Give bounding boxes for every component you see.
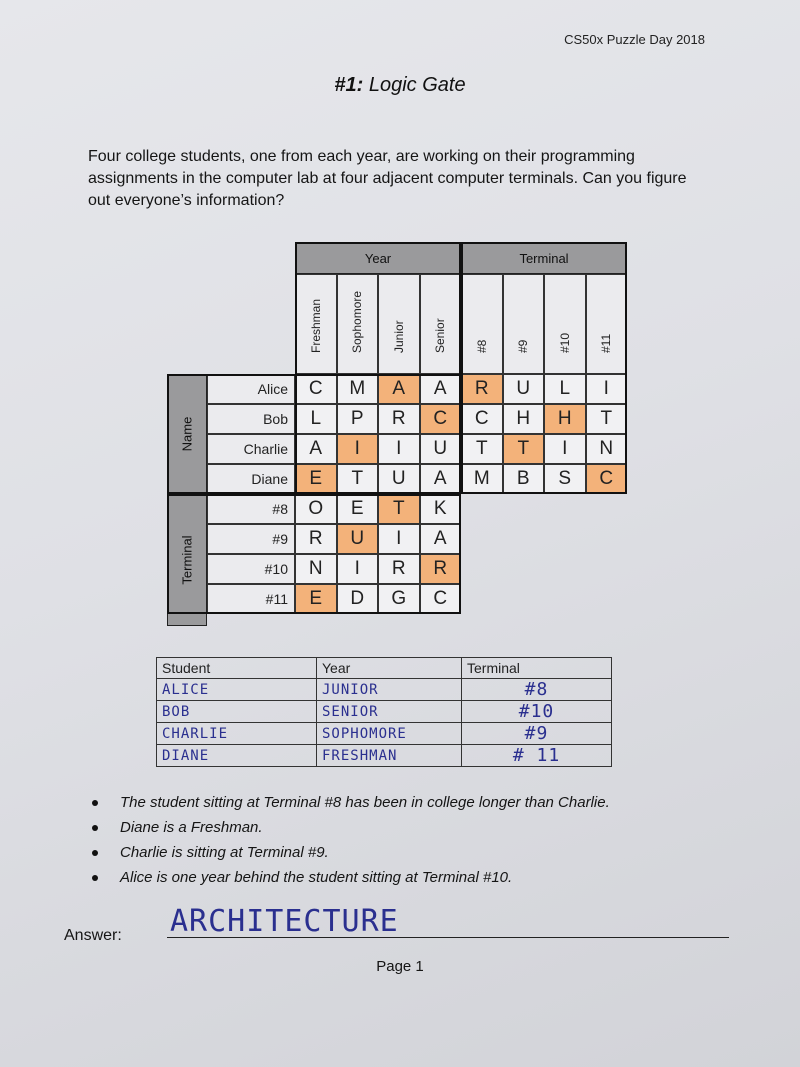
clue-item [92, 867, 610, 892]
clue-text: Charlie is sitting at Terminal #9. [120, 844, 329, 861]
grid-cell[interactable]: I [337, 434, 379, 464]
bullet-icon [92, 850, 98, 856]
grid-cell[interactable]: A [295, 434, 337, 464]
grid-cell[interactable]: U [503, 374, 545, 404]
grid-column-label: Senior [433, 318, 448, 353]
grid-row-label: #11 [207, 584, 295, 614]
year-column-header: Year [317, 658, 462, 679]
year-group-header: Year [295, 242, 461, 274]
grid-cell[interactable]: I [586, 374, 628, 404]
clue-list [92, 792, 610, 892]
grid-cell[interactable]: N [295, 554, 337, 584]
terminal-cell: #8 [462, 679, 612, 701]
grid-column-label: #8 [474, 339, 489, 353]
grid-cell[interactable]: T [503, 434, 545, 464]
student-cell: CHARLIE [157, 723, 317, 745]
year-cell: JUNIOR [317, 679, 462, 701]
grid-cell[interactable]: T [586, 404, 628, 434]
grid-cell[interactable]: R [295, 524, 337, 554]
grid-cell[interactable]: A [420, 524, 462, 554]
grid-row-label: Alice [207, 374, 295, 404]
table-row [157, 679, 612, 701]
grid-cell[interactable]: R [378, 554, 420, 584]
grid-cell[interactable]: T [378, 494, 420, 524]
grid-cell[interactable]: D [337, 584, 379, 614]
grid-cell[interactable]: A [378, 374, 420, 404]
grid-column-header [420, 274, 462, 374]
grid-cell[interactable]: B [503, 464, 545, 494]
answer-table [156, 657, 612, 767]
grid-row-label: #8 [207, 494, 295, 524]
clue-item [92, 817, 610, 842]
grid-row-label: Charlie [207, 434, 295, 464]
answer-label: Answer: [64, 927, 122, 944]
bullet-icon [92, 825, 98, 831]
page-title [0, 74, 800, 97]
student-cell: DIANE [157, 745, 317, 767]
grid-cell[interactable]: E [295, 584, 337, 614]
grid-cell[interactable]: U [420, 434, 462, 464]
grid-cell[interactable]: G [378, 584, 420, 614]
grid-cell[interactable]: S [544, 464, 586, 494]
grid-cell[interactable]: P [337, 404, 379, 434]
grid-column-label: #10 [557, 332, 572, 353]
grid-column-header [295, 274, 337, 374]
table-row [157, 723, 612, 745]
clue-item [92, 842, 610, 867]
grid-cell[interactable]: E [337, 494, 379, 524]
grid-cell[interactable]: U [337, 524, 379, 554]
grid-cell[interactable]: C [295, 374, 337, 404]
clue-text: Alice is one year behind the student sitting at Terminal #10. [120, 869, 513, 886]
grid-column-label: #11 [599, 333, 614, 353]
page-number: Page 1 [376, 958, 424, 975]
clue-item [92, 792, 610, 817]
grid-column-header [586, 274, 628, 374]
terminal-cell: # 11 [462, 745, 612, 767]
grid-column-header [503, 274, 545, 374]
grid-row-label: #10 [207, 554, 295, 584]
grid-row-label: #9 [207, 524, 295, 554]
grid-cell[interactable]: I [378, 524, 420, 554]
grid-cell[interactable]: C [420, 404, 462, 434]
grid-cell[interactable]: A [420, 464, 462, 494]
grid-row-label: Bob [207, 404, 295, 434]
grid-cell[interactable]: R [420, 554, 462, 584]
student-cell: ALICE [157, 679, 317, 701]
event-header: CS50x Puzzle Day 2018 [564, 32, 705, 47]
terminal-side-group-header [167, 494, 207, 626]
intro-paragraph: Four college students, one from each year, are working on their programming assignments in the computer lab at four adjacent computer terminals. Can you figure out everyone’s information? [88, 148, 687, 209]
table-row [157, 745, 612, 767]
bullet-icon [92, 875, 98, 881]
grid-column-label: Sophomore [350, 290, 365, 353]
grid-row-label: Diane [207, 464, 295, 494]
year-cell: SENIOR [317, 701, 462, 723]
answer-field[interactable]: ARCHITECTURE [170, 904, 399, 939]
grid-cell[interactable]: C [420, 584, 462, 614]
grid-cell[interactable]: I [378, 434, 420, 464]
grid-column-label: Junior [391, 320, 406, 353]
grid-cell[interactable]: T [337, 464, 379, 494]
terminal-group-header: Terminal [461, 242, 627, 274]
answer-underline [167, 937, 729, 938]
grid-cell[interactable]: L [295, 404, 337, 434]
year-cell: SOPHOMORE [317, 723, 462, 745]
grid-column-label: Freshman [308, 298, 323, 353]
grid-cell[interactable]: A [420, 374, 462, 404]
answer-table-header-row [157, 658, 612, 679]
terminal-cell: #10 [462, 701, 612, 723]
grid-cell[interactable]: K [420, 494, 462, 524]
grid-cell[interactable]: T [461, 434, 503, 464]
puzzle-name: Logic Gate [368, 74, 466, 96]
grid-cell[interactable]: M [461, 464, 503, 494]
grid-cell[interactable]: I [337, 554, 379, 584]
grid-column-header [337, 274, 379, 374]
grid-cell[interactable]: C [461, 404, 503, 434]
clue-text: Diane is a Freshman. [120, 819, 263, 836]
logic-grid [163, 238, 628, 628]
puzzle-number: #1: [334, 74, 364, 96]
grid-cell[interactable]: M [337, 374, 379, 404]
grid-cell[interactable]: H [544, 404, 586, 434]
grid-cell[interactable]: N [586, 434, 628, 464]
table-row [157, 701, 612, 723]
terminal-column-header: Terminal [462, 658, 612, 679]
grid-cell[interactable]: U [378, 464, 420, 494]
grid-cell[interactable]: E [295, 464, 337, 494]
grid-column-label: #9 [516, 339, 531, 353]
name-group-label: Name [179, 416, 195, 452]
grid-cell[interactable]: L [544, 374, 586, 404]
grid-cell[interactable]: I [544, 434, 586, 464]
grid-column-header [544, 274, 586, 374]
grid-cell[interactable]: R [378, 404, 420, 434]
student-cell: BOB [157, 701, 317, 723]
name-group-header [167, 374, 207, 494]
terminal-side-group-label: Terminal [179, 535, 195, 585]
year-cell: FRESHMAN [317, 745, 462, 767]
student-column-header: Student [157, 658, 317, 679]
grid-cell[interactable]: C [586, 464, 628, 494]
grid-cell[interactable]: R [461, 374, 503, 404]
terminal-cell: #9 [462, 723, 612, 745]
grid-cell[interactable]: H [503, 404, 545, 434]
grid-column-header [461, 274, 503, 374]
grid-column-header [378, 274, 420, 374]
grid-cell[interactable]: O [295, 494, 337, 524]
clue-text: The student sitting at Terminal #8 has been in college longer than Charlie. [120, 794, 610, 811]
bullet-icon [92, 800, 98, 806]
